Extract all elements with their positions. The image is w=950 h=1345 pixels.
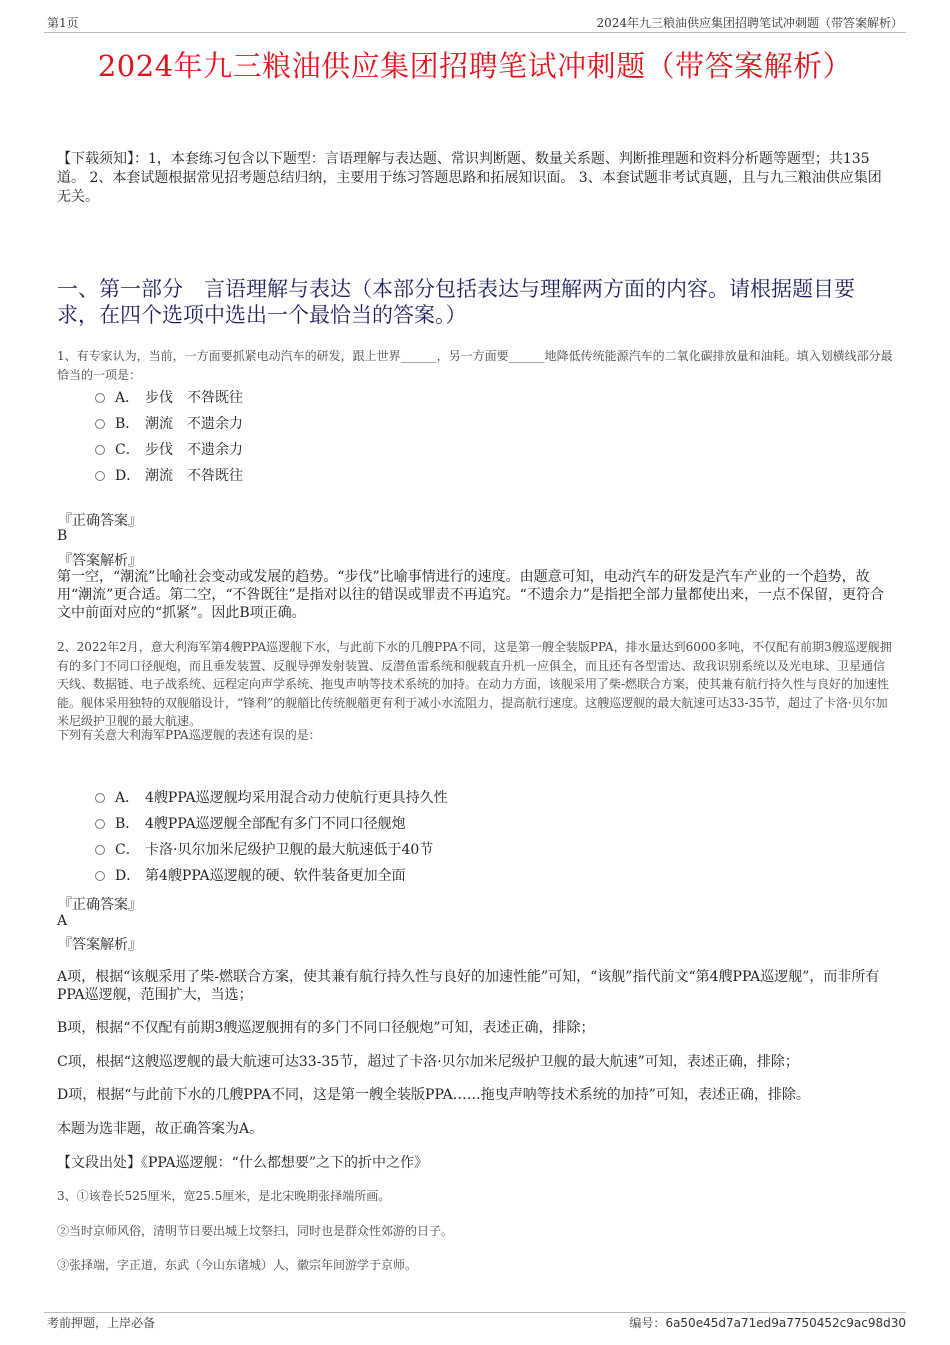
q1-answer-label: 『正确答案』	[58, 513, 142, 529]
footer-code: 编号：6a50e45d7a71ed9a7750452c9ac98d30	[629, 1316, 906, 1330]
radio-icon[interactable]	[95, 793, 105, 803]
q2-option-d[interactable]: D． 第4艘PPA巡逻舰的硬、软件装备更加全面	[95, 863, 448, 889]
q2-analysis-d: D项，根据“与此前下水的几艘PPA不同，这是第一艘全装版PPA……拖曳声呐等技术系统的加持”可知，表述正确，排除。	[57, 1087, 810, 1103]
radio-icon[interactable]	[95, 819, 105, 829]
download-notice: 【下载须知】：1，本套练习包含以下题型：言语理解与表达题、常识判断题、数量关系题、判断推理题和资料分析题等题型；共135道。 2、本套试题根据常见招考题总结归纳，主要用于练习答题思路和拓展知识面。 3、本套试题非考试真题，且与九三粮油供应集团无关。	[57, 151, 882, 205]
section-heading: 一、第一部分 言语理解与表达（本部分包括表达与理解两方面的内容。请根据题目要求，在四个选项中选出一个最恰当的答案。）	[57, 277, 855, 327]
page-number: 第1页	[47, 16, 79, 30]
q2-source: 【文段出处】《PPA巡逻舰：“什么都想要”之下的折中之作》	[57, 1155, 428, 1171]
q2-analysis-a: A项，根据“该舰采用了柴-燃联合方案，使其兼有航行持久性与良好的加速性能”可知，“该舰”指代前文“第4艘PPA巡逻舰”，而非所有PPA巡逻舰，范围扩大，当选；	[57, 969, 880, 1003]
q1-option-b[interactable]: B． 潮流 不遗余力	[95, 411, 243, 437]
radio-icon[interactable]	[95, 471, 105, 481]
q2-analysis-c: C项，根据“这艘巡逻舰的最大航速可达33-35节，超过了卡洛·贝尔加米尼级护卫舰的最大航速”可知，表述正确，排除；	[57, 1054, 799, 1070]
question-2-options	[95, 785, 448, 889]
radio-icon[interactable]	[95, 871, 105, 881]
q2-answer: A	[57, 913, 68, 929]
radio-icon[interactable]	[95, 845, 105, 855]
q2-analysis-b: B项，根据“不仅配有前期3艘巡逻舰拥有的多门不同口径舰炮”可知，表述正确，排除；	[57, 1020, 595, 1036]
q2-analysis-label: 『答案解析』	[58, 937, 142, 953]
running-header: 2024年九三粮油供应集团招聘笔试冲刺题（带答案解析）	[596, 16, 903, 30]
q3-line-1: 3、①该卷长525厘米，宽25.5厘米，是北宋晚期张择端所画。	[57, 1189, 391, 1203]
q2-option-b[interactable]: B． 4艘PPA巡逻舰全部配有多门不同口径舰炮	[95, 811, 448, 837]
footer-slogan: 考前押题，上岸必备	[47, 1316, 156, 1330]
q1-option-d[interactable]: D． 潮流 不咎既往	[95, 463, 243, 489]
q2-conclusion: 本题为选非题，故正确答案为A。	[57, 1121, 264, 1137]
q2-answer-label: 『正确答案』	[58, 897, 142, 913]
q2-option-a[interactable]: A． 4艘PPA巡逻舰均采用混合动力使航行更具持久性	[95, 785, 448, 811]
document-title: 2024年九三粮油供应集团招聘笔试冲刺题（带答案解析）	[97, 49, 853, 83]
question-2-passage: 2、2022年2月，意大利海军第4艘PPA巡逻舰下水，与此前下水的几艘PPA不同，这是第一艘全装版PPA，排水量达到6000多吨，不仅配有前期3艘巡逻舰拥有的多门不同口径舰炮，而且垂发装置、反舰导弹发射装置、反潜鱼雷系统和舰载直升机一应俱全，而且还有各型雷达、敌我识别系统以及光电球、卫星通信天线、数据链、电子战系统、远程定向声学系统、拖曳声呐等技术系统的加持。在动力方面，该舰采用了柴-燃联合方案，使其兼有航行持久性与良好的加速性能。舰体采用独特的双舰艏设计，“锋利”的舰艏比传统舰艏更有利于减小水流阻力，提高航行速度。这艘巡逻舰的最大航速可达33-35节，超过了卡洛·贝尔加米尼级护卫舰的最大航速。	[57, 640, 892, 728]
question-1-options	[95, 385, 243, 489]
q3-line-3: ③张择端，字正道，东武（今山东诸城）人，徽宗年间游学于京师。	[57, 1258, 418, 1272]
question-1-stem: 1、有专家认为，当前，一方面要抓紧电动汽车的研发，跟上世界______，另一方面要______地降低传统能源汽车的二氧化碳排放量和油耗。填入划横线部分最恰当的一项是：	[57, 349, 893, 382]
footer-divider	[44, 1312, 906, 1313]
q1-option-c[interactable]: C． 步伐 不遗余力	[95, 437, 243, 463]
radio-icon[interactable]	[95, 419, 105, 429]
header-divider	[44, 32, 906, 33]
q1-option-a[interactable]: A． 步伐 不咎既往	[95, 385, 243, 411]
q3-line-2: ②当时京师风俗，清明节日要出城上坟祭扫，同时也是群众性郊游的日子。	[57, 1224, 454, 1238]
question-2-stem: 下列有关意大利海军PPA巡逻舰的表述有误的是：	[57, 728, 321, 742]
q1-analysis: 第一空，“潮流”比喻社会变动或发展的趋势。“步伐”比喻事情进行的速度。由题意可知，电动汽车的研发是汽车产业的一个趋势，故用“潮流”更合适。第二空，“不咎既往”是指对以往的错误或罪责不再追究。“不遗余力”是指把全部力量都使出来，一点不保留，更符合文中前面对应的“抓紧”。因此B项正确。	[57, 569, 884, 621]
q1-analysis-label: 『答案解析』	[58, 553, 142, 569]
q1-answer: B	[57, 528, 68, 544]
radio-icon[interactable]	[95, 393, 105, 403]
q2-option-c[interactable]: C． 卡洛·贝尔加米尼级护卫舰的最大航速低于40节	[95, 837, 448, 863]
radio-icon[interactable]	[95, 445, 105, 455]
